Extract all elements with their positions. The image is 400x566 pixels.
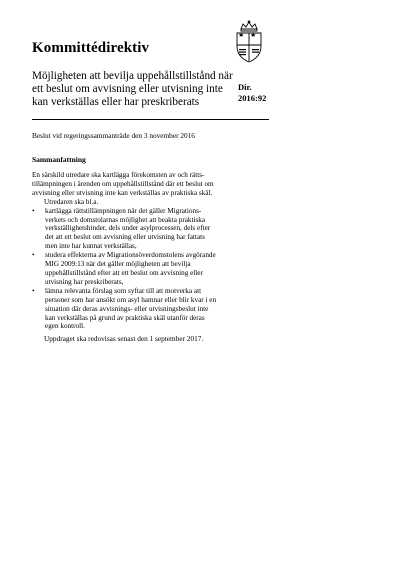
subject-line: Möjligheten att bevilja uppehållstillstånd när: [32, 70, 233, 82]
bullet-icon: •: [32, 251, 35, 260]
subject-line: kan verkställas eller har preskriberats: [32, 96, 200, 109]
bullet-item: [32, 207, 270, 252]
bullet-line: men inte har kunnat verkställas,: [45, 242, 137, 251]
bullet-line: uppehållstillstånd efter att ett beslut om avvisning eller: [45, 268, 203, 277]
bullet-line: situation där deras avvisnings- eller utvisningsbeslut inte: [45, 304, 209, 313]
swedish-royal-crest-icon: [232, 20, 266, 64]
bullet-item: [32, 251, 270, 287]
bullet-item: [32, 287, 270, 332]
bullet-line: verkets och domstolarnas möjlighet att beakta praktiska: [45, 215, 206, 224]
bullet-line: lämna relevanta förslag som syftar till att motverka att: [45, 286, 202, 295]
summary-intro-line: En särskild utredare ska kartlägga förekomsten av och rätts-: [32, 171, 205, 179]
bullet-line: personer som har ansökt om asyl hamnar eller blir kvar i en: [45, 295, 217, 304]
bullet-line: studera effekterna av Migrationsöverdomstolens avgörande: [45, 251, 216, 260]
summary-intro-line: tillämpningen i ärenden om uppehållstillstånd där ett beslut om: [32, 179, 214, 188]
header-divider: [32, 119, 269, 120]
bullet-line: det att ett beslut om avvisning eller utvisning har fattats: [45, 233, 205, 242]
summary-heading: Sammanfattning: [32, 155, 86, 164]
deadline-line: Uppdraget ska redovisas senast den 1 september 2017.: [44, 334, 204, 343]
bullet-line: kan verkställas på grund av praktiska skäl utanför deras: [45, 313, 205, 322]
directive-number: [238, 82, 266, 104]
bullet-line: kartlägga rättstillämpningen när det gäller Migrations-: [45, 206, 202, 215]
bullet-line: egen kontroll.: [45, 322, 85, 331]
subject-line: ett beslut om avvisning eller utvisning inte: [32, 83, 223, 96]
bullet-line: MIG 2009:13 när det gäller möjligheten att bevilja: [45, 260, 191, 269]
task-lead: Utredaren ska bl.a.: [44, 197, 99, 206]
bullet-icon: •: [32, 286, 35, 295]
dir-label: Dir.: [238, 82, 252, 92]
bullet-line: utvisning har preskriberats,: [45, 277, 124, 286]
document-title: Kommittédirektiv: [32, 40, 150, 56]
decision-line: Beslut vid regeringssammanträde den 3 november 2016: [32, 131, 195, 140]
dir-number: 2016:92: [238, 93, 267, 103]
directive-subject: [32, 70, 232, 110]
summary-intro-line: avvisning eller utvisning inte kan verkställas av praktiska skäl.: [32, 188, 213, 197]
bullet-line: verkställighetshinder, dels under asylprocessen, dels efter: [45, 224, 211, 233]
summary-body: [32, 171, 270, 331]
bullet-icon: •: [32, 206, 35, 215]
